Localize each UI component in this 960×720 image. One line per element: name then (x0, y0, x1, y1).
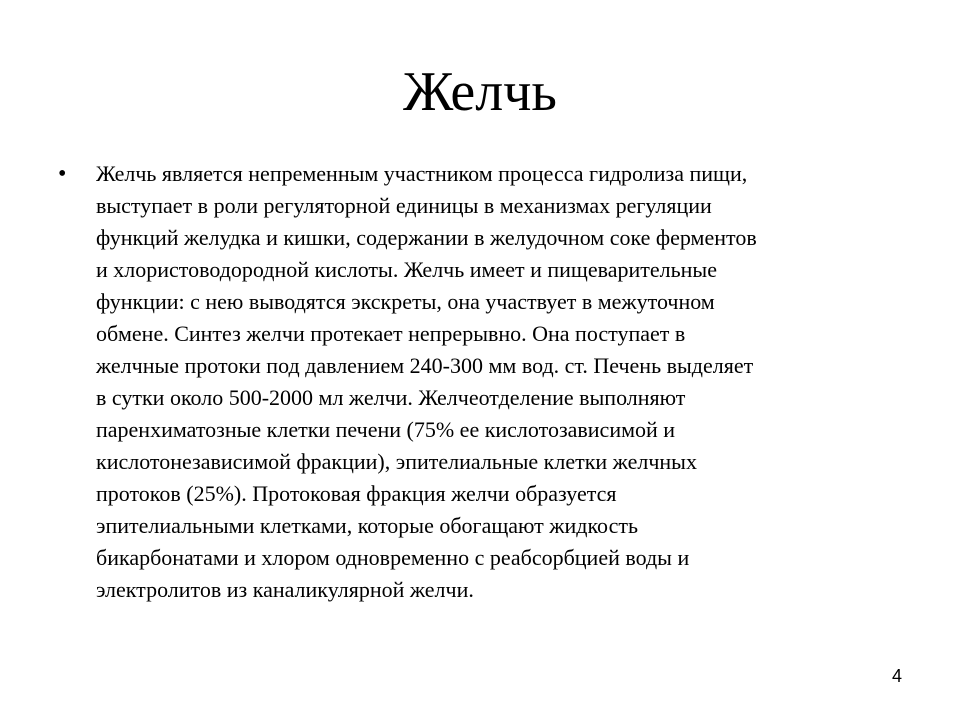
text-line: протоков (25%). Протоковая фракция желчи образуется (96, 481, 617, 506)
text-line: желчные протоки под давлением 240-300 мм вод. ст. Печень выделяет (96, 353, 754, 378)
text-line: в сутки около 500-2000 мл желчи. Желчеотделение выполняют (96, 385, 686, 410)
text-line: Желчь является непременным участником процесса гидролиза пищи, (96, 161, 748, 186)
text-line: электролитов из каналикулярной желчи. (96, 577, 474, 602)
text-line: выступает в роли регуляторной единицы в механизмах регуляции (96, 193, 712, 218)
text-line: функции: с нею выводятся экскреты, она участвует в межуточном (96, 289, 715, 314)
text-line: обмене. Синтез желчи протекает непрерывно. Она поступает в (96, 321, 686, 346)
text-line: функций желудка и кишки, содержании в желудочном соке ферментов (96, 225, 757, 250)
page-number: 4 (891, 666, 902, 686)
text-line: эпителиальными клетками, которые обогащают жидкость (96, 513, 638, 538)
text-line: бикарбонатами и хлором одновременно с реабсорбцией воды и (96, 545, 690, 570)
bullet-marker: • (58, 161, 67, 187)
text-line: паренхиматозные клетки печени (75% ее кислотозависимой и (96, 417, 676, 442)
bullet-text (96, 158, 896, 606)
slide-title: Желчь (403, 61, 557, 123)
text-line: и хлористоводородной кислоты. Желчь имеет и пищеварительные (96, 257, 717, 282)
text-line: кислотонезависимой фракции), эпителиальные клетки желчных (96, 449, 697, 474)
